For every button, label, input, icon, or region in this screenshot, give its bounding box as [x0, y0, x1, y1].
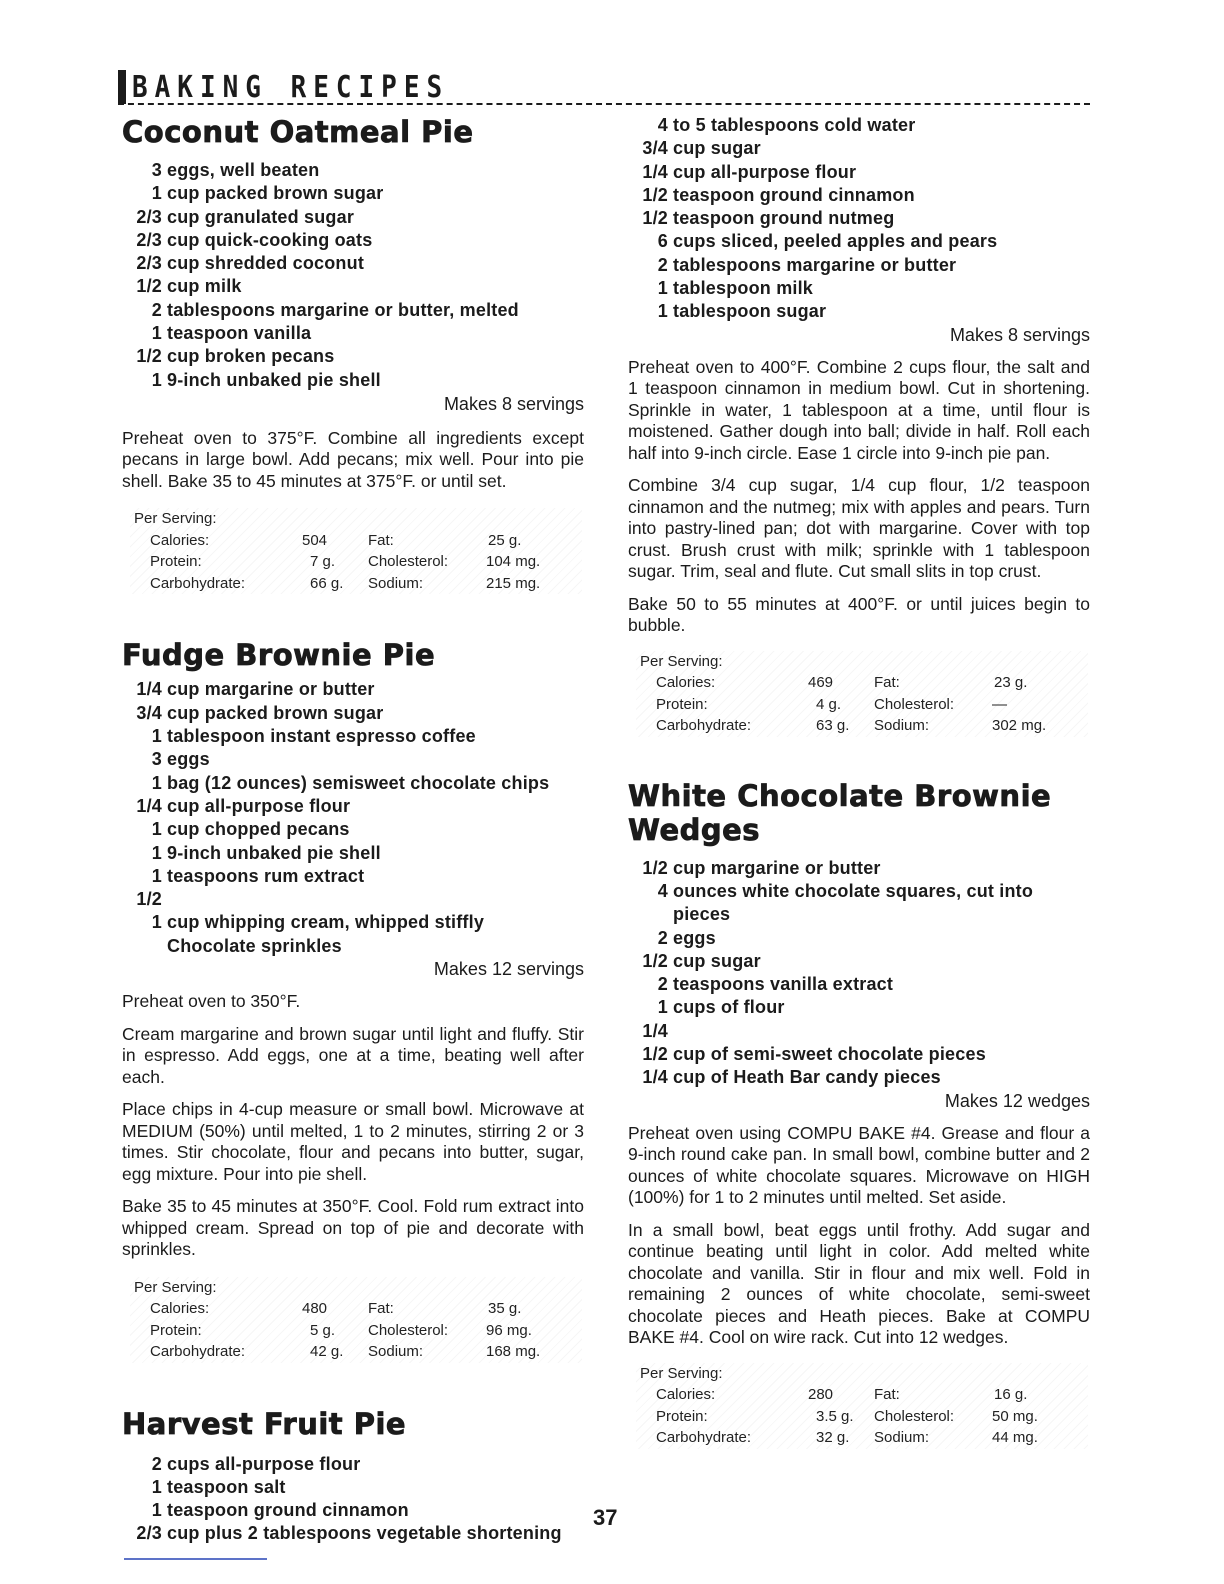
ingredient-text: 9-inch unbaked pie shell	[167, 369, 381, 390]
ingredient-quantity: 1	[151, 819, 162, 840]
ingredient-text: cups sliced, peeled apples and pears	[673, 231, 998, 252]
nutrition-carb-label: Carbohydrate:	[150, 574, 246, 592]
steps-coconut	[122, 428, 584, 493]
ingredient-quantity: 3/4	[642, 138, 668, 159]
nutrition-protein: 5 g.	[310, 1321, 336, 1339]
ingredient-text: cup margarine or butter	[673, 857, 881, 878]
ingredient-item	[122, 299, 584, 322]
ingredient-item	[628, 184, 1090, 207]
ingredient-item	[628, 973, 1090, 996]
ingredient-text: cup quick-cooking oats	[167, 229, 373, 250]
instruction-paragraph: Cream margarine and brown sugar until light and fluffy. Stir in espresso. Add eggs, one at a time, beating well after each.	[122, 1023, 584, 1087]
nutrition-sodium: 168 mg.	[486, 1343, 541, 1361]
right-column	[628, 114, 1090, 1449]
makes-harvest: Makes 8 servings	[949, 324, 1090, 345]
ingredient-text: teaspoon ground cinnamon	[167, 1500, 409, 1521]
ingredient-item	[122, 911, 584, 934]
nutrition-label: Per Serving:	[640, 652, 723, 670]
steps-harvest	[628, 357, 1090, 637]
ingredient-item	[122, 206, 584, 229]
ingredient-text: ounces white chocolate squares, cut into pieces	[673, 880, 1034, 925]
ingredient-text: tablespoons margarine or butter, melted	[167, 299, 519, 320]
ingredient-text: 9-inch unbaked pie shell	[167, 842, 381, 863]
nutrition-cholesterol-label: Cholesterol:	[874, 1407, 955, 1425]
ingredient-quantity: 1 1/2	[136, 865, 162, 910]
ingredient-text: cup all-purpose flour	[167, 795, 351, 816]
nutrition-fat-label: Fat:	[874, 674, 900, 692]
nutrition-fat-label: Fat:	[368, 1300, 394, 1318]
ingredient-item	[122, 159, 584, 182]
ingredient-text: tablespoon milk	[673, 278, 814, 299]
nutrition-harvest	[636, 651, 1088, 737]
ingredient-text: cup sugar	[673, 138, 761, 159]
steps-white	[628, 1123, 1090, 1349]
ingredient-quantity: 1/2	[136, 276, 162, 297]
ingredient-quantity: 1	[151, 1500, 162, 1521]
ingredient-text: teaspoon salt	[167, 1476, 286, 1497]
ingredient-item	[122, 275, 584, 298]
ingredient-text: eggs, well beaten	[167, 160, 320, 180]
ingredient-list-coconut	[122, 159, 584, 392]
ingredient-quantity: 1/2	[642, 208, 668, 229]
ingredient-item	[122, 1453, 584, 1476]
page-number: 37	[593, 1505, 618, 1530]
ingredient-text: cup shredded coconut	[167, 253, 365, 274]
nutrition-row	[130, 1298, 582, 1320]
ingredient-quantity: 4	[657, 880, 668, 901]
ingredient-text: cup of semi-sweet chocolate pieces	[673, 1044, 986, 1065]
ingredient-quantity	[122, 935, 167, 958]
nutrition-carb-label: Carbohydrate:	[656, 1429, 752, 1447]
nutrition-carb-label: Carbohydrate:	[150, 1343, 246, 1361]
ingredient-text: to 5 tablespoons cold water	[673, 115, 916, 135]
recipe-title-harvest: Harvest Fruit Pie	[122, 1406, 407, 1441]
ingredient-item	[628, 137, 1090, 160]
ingredient-text: teaspoons vanilla extract	[673, 974, 894, 995]
nutrition-protein-label: Protein:	[150, 553, 202, 571]
ingredient-item	[122, 935, 584, 958]
recipe-title-white-line1: White Chocolate Brownie	[628, 778, 1052, 813]
nutrition-fat-label: Fat:	[368, 531, 394, 549]
ingredient-quantity: 1/4	[136, 679, 162, 700]
ingredient-item	[628, 254, 1090, 277]
instruction-paragraph: Preheat oven to 375°F. Combine all ingredients except pecans in large bowl. Add pecans; mix well. Pour into pie shell. Bake 35 to 45 minutes at 375°F. or until set.	[122, 427, 584, 491]
nutrition-calories-label: Calories:	[656, 1386, 716, 1404]
ingredient-text: teaspoon vanilla	[167, 323, 312, 344]
ingredient-item	[628, 996, 1090, 1043]
ingredient-item	[628, 277, 1090, 300]
ingredient-item	[122, 369, 584, 392]
nutrition-row	[636, 715, 1088, 737]
nutrition-carb: 66 g.	[310, 574, 344, 592]
nutrition-fat: 16 g.	[994, 1386, 1028, 1404]
nutrition-calories-label: Calories:	[656, 674, 716, 692]
instruction-paragraph: Preheat oven using COMPU BAKE #4. Grease and flour a 9-inch round cake pan. In small bowl, combine butter and 2 ounces of white chocolate squares. Microwave on HIGH (100%) for 1 to 2 minutes until melted. Set aside.	[628, 1122, 1090, 1208]
nutrition-protein: 7 g.	[310, 553, 336, 571]
ingredient-item	[122, 725, 584, 748]
nutrition-row	[130, 1277, 582, 1299]
ingredient-quantity: 1 1/4	[642, 997, 668, 1041]
ingredient-text: cup whipping cream, whipped stiffly	[167, 912, 485, 933]
ingredient-text: Chocolate sprinkles	[167, 935, 342, 956]
ingredient-quantity: 2/3	[136, 206, 162, 227]
ingredient-text: teaspoon ground cinnamon	[673, 184, 915, 205]
ingredient-item	[628, 114, 1090, 137]
nutrition-protein-label: Protein:	[656, 1407, 708, 1425]
header-bar	[118, 70, 126, 104]
ingredient-item	[122, 1522, 584, 1545]
nutrition-fat: 23 g.	[994, 674, 1028, 692]
ingredient-quantity: 1	[151, 912, 162, 933]
nutrition-protein: 4 g.	[816, 695, 842, 713]
nutrition-sodium-label: Sodium:	[874, 1429, 930, 1447]
nutrition-fat-label: Fat:	[874, 1386, 900, 1404]
page-header	[118, 68, 1090, 108]
nutrition-cholesterol: —	[992, 695, 1007, 713]
ingredient-quantity: 1/2	[642, 1044, 668, 1065]
nutrition-sodium-label: Sodium:	[368, 1343, 424, 1361]
nutrition-row	[636, 1406, 1088, 1428]
nutrition-calories-label: Calories:	[150, 1300, 210, 1318]
makes-coconut: Makes 8 servings	[443, 393, 584, 414]
ingredient-item	[122, 1476, 584, 1499]
nutrition-white	[636, 1363, 1088, 1449]
nutrition-cholesterol-label: Cholesterol:	[368, 1321, 449, 1339]
ingredient-item	[628, 880, 1090, 927]
nutrition-cholesterol: 96 mg.	[486, 1321, 532, 1339]
nutrition-row	[636, 1427, 1088, 1449]
ingredient-quantity: 1	[151, 369, 162, 390]
ingredient-item	[628, 857, 1090, 880]
nutrition-calories: 280	[808, 1386, 834, 1404]
footer-rule	[124, 1558, 267, 1560]
ingredient-text: cup granulated sugar	[167, 206, 355, 227]
nutrition-protein-label: Protein:	[150, 1321, 202, 1339]
nutrition-row	[130, 530, 582, 552]
nutrition-cholesterol-label: Cholesterol:	[874, 695, 955, 713]
ingredient-quantity: 3	[151, 749, 162, 770]
ingredient-item	[122, 818, 584, 841]
ingredient-text: cup milk	[167, 276, 242, 297]
ingredient-text: eggs	[167, 749, 210, 770]
nutrition-calories: 504	[302, 531, 328, 549]
steps-fudge	[122, 991, 584, 1261]
ingredient-quantity: 1	[151, 323, 162, 344]
ingredient-quantity: 1/2	[642, 950, 668, 971]
nutrition-row	[636, 1384, 1088, 1406]
ingredient-item	[628, 1066, 1090, 1089]
ingredient-quantity: 4	[657, 115, 668, 135]
instruction-paragraph: Bake 35 to 45 minutes at 350°F. Cool. Fold rum extract into whipped cream. Spread on top of pie and decorate with sprinkles.	[122, 1196, 584, 1260]
ingredient-list-white	[628, 857, 1090, 1090]
ingredient-quantity: 3/4	[136, 702, 162, 723]
header-dashed-rule	[118, 103, 1090, 105]
nutrition-sodium: 215 mg.	[486, 574, 541, 592]
ingredient-text: cup of Heath Bar candy pieces	[673, 1067, 941, 1088]
nutrition-row	[636, 651, 1088, 673]
nutrition-sodium: 302 mg.	[992, 717, 1047, 735]
ingredient-quantity: 2	[657, 254, 668, 275]
ingredient-quantity: 3	[151, 160, 162, 180]
nutrition-cholesterol-label: Cholesterol:	[368, 553, 449, 571]
nutrition-row	[130, 1341, 582, 1363]
nutrition-row	[130, 1320, 582, 1342]
nutrition-protein-label: Protein:	[656, 695, 708, 713]
ingredient-text: cup chopped pecans	[167, 819, 350, 840]
ingredient-quantity: 2	[657, 974, 668, 995]
nutrition-row	[636, 672, 1088, 694]
recipe-title-coconut: Coconut Oatmeal Pie	[122, 115, 474, 149]
ingredient-list-harvest-right	[628, 114, 1090, 324]
nutrition-calories: 469	[808, 674, 834, 692]
ingredient-quantity: 6	[657, 231, 668, 252]
nutrition-carb-label: Carbohydrate:	[656, 717, 752, 735]
ingredient-item	[122, 795, 584, 818]
nutrition-calories-label: Calories:	[150, 531, 210, 549]
instruction-paragraph: In a small bowl, beat eggs until frothy. Add sugar and continue beating until light in color. Add melted white chocolate and vanilla. Stir in flour and mix well. Fold in remaining 2 ounces of white chocolate, semi-sweet chocolate pieces and Heath pieces. Bake at COMPU BAKE #4. Cool on wire rack. Cut into 12 wedges.	[628, 1219, 1090, 1348]
nutrition-row	[130, 551, 582, 573]
ingredient-item	[122, 345, 584, 368]
ingredient-list-harvest-left	[122, 1453, 584, 1546]
ingredient-quantity: 1	[151, 183, 162, 204]
ingredient-text: cup packed brown sugar	[167, 183, 384, 204]
ingredient-item	[628, 230, 1090, 253]
ingredient-item	[628, 207, 1090, 230]
ingredient-item	[628, 950, 1090, 973]
ingredient-text: cup broken pecans	[167, 346, 335, 367]
ingredient-text: cup packed brown sugar	[167, 702, 384, 723]
instruction-paragraph: Bake 50 to 55 minutes at 400°F. or until juices begin to bubble.	[628, 593, 1090, 636]
ingredient-item	[122, 748, 584, 771]
ingredient-item	[628, 927, 1090, 950]
nutrition-row	[636, 1363, 1088, 1385]
ingredient-item	[628, 1043, 1090, 1066]
recipe-title-white	[628, 779, 1090, 847]
nutrition-row	[130, 573, 582, 595]
ingredient-text: cups of flour	[673, 997, 785, 1018]
instruction-paragraph: Preheat oven to 400°F. Combine 2 cups flour, the salt and 1 teaspoon cinnamon in medium bowl. Cut in shortening. Sprinkle in water, 1 tablespoon at a time, until flour is moistened. Gather dough into ball; divide in half. Roll each half into 9-inch circle. Ease 1 circle into 9-inch pie pan.	[628, 356, 1090, 463]
nutrition-row	[130, 508, 582, 530]
ingredient-quantity: 1/2	[642, 857, 668, 878]
ingredient-text: cup all-purpose flour	[673, 161, 857, 182]
ingredient-text: cup sugar	[673, 950, 761, 971]
nutrition-protein: 3.5 g.	[816, 1407, 854, 1425]
nutrition-fat: 35 g.	[488, 1300, 522, 1318]
ingredient-text: cups all-purpose flour	[167, 1453, 361, 1474]
ingredient-item	[122, 182, 584, 205]
ingredient-quantity: 1/4	[642, 1067, 668, 1088]
ingredient-text: tablespoon instant espresso coffee	[167, 726, 476, 747]
left-column	[122, 112, 584, 1546]
nutrition-calories: 480	[302, 1300, 328, 1318]
ingredient-quantity: 1	[151, 726, 162, 747]
section-title: BAKING RECIPES	[132, 70, 450, 105]
nutrition-label: Per Serving:	[640, 1364, 723, 1382]
nutrition-fat: 25 g.	[488, 531, 522, 549]
ingredient-quantity: 1	[657, 278, 668, 299]
ingredient-text: cup margarine or butter	[167, 679, 375, 700]
nutrition-row	[636, 694, 1088, 716]
ingredient-quantity: 1/2	[136, 346, 162, 367]
ingredient-item	[628, 300, 1090, 323]
ingredient-quantity: 1/4	[136, 795, 162, 816]
ingredient-text: cup plus 2 tablespoons vegetable shortening	[167, 1523, 562, 1544]
ingredient-quantity: 1	[151, 1476, 162, 1497]
ingredient-quantity: 1	[657, 301, 668, 322]
makes-fudge: Makes 12 servings	[433, 959, 584, 980]
ingredient-item	[122, 678, 584, 701]
ingredient-item	[122, 229, 584, 252]
nutrition-sodium: 44 mg.	[992, 1429, 1038, 1447]
nutrition-coconut	[130, 508, 582, 594]
makes-white: Makes 12 wedges	[944, 1090, 1090, 1111]
ingredient-quantity: 1/2	[642, 184, 668, 205]
nutrition-carb: 63 g.	[816, 717, 850, 735]
ingredient-quantity: 1/4	[642, 161, 668, 182]
nutrition-label: Per Serving:	[134, 510, 217, 528]
ingredient-item	[628, 161, 1090, 184]
ingredient-text: eggs	[673, 927, 716, 948]
ingredient-text: teaspoons rum extract	[167, 865, 365, 886]
nutrition-sodium-label: Sodium:	[874, 717, 930, 735]
ingredient-item	[122, 1499, 584, 1522]
ingredient-quantity: 2	[151, 1453, 162, 1474]
nutrition-fudge	[130, 1277, 582, 1363]
ingredient-text: tablespoon sugar	[673, 301, 827, 322]
nutrition-carb: 42 g.	[310, 1343, 344, 1361]
recipe-title-white-line2: Wedges	[628, 812, 761, 847]
ingredient-item	[122, 252, 584, 275]
ingredient-item	[122, 322, 584, 345]
nutrition-cholesterol: 104 mg.	[486, 553, 541, 571]
ingredient-item	[122, 865, 584, 912]
ingredient-quantity: 2	[151, 299, 162, 320]
ingredient-quantity: 1	[151, 842, 162, 863]
ingredient-list-fudge	[122, 678, 584, 958]
ingredient-item	[122, 702, 584, 725]
ingredient-quantity: 2/3	[136, 229, 162, 250]
instruction-paragraph: Preheat oven to 350°F.	[122, 991, 301, 1012]
ingredient-text: teaspoon ground nutmeg	[673, 208, 895, 229]
ingredient-item	[122, 772, 584, 795]
ingredient-quantity: 2/3	[136, 253, 162, 274]
ingredient-item	[122, 842, 584, 865]
ingredient-text: bag (12 ounces) semisweet chocolate chips	[167, 772, 550, 793]
recipe-title-fudge: Fudge Brownie Pie	[122, 638, 436, 673]
nutrition-carb: 32 g.	[816, 1429, 850, 1447]
ingredient-text: tablespoons margarine or butter	[673, 254, 957, 275]
instruction-paragraph: Place chips in 4-cup measure or small bowl. Microwave at MEDIUM (50%) until melted, 1 to 2 minutes, stirring 2 or 3 times. Stir chocolate, flour and pecans into butter, sugar, egg mixture. Pour into pie shell.	[122, 1099, 584, 1184]
ingredient-quantity: 2	[657, 927, 668, 948]
ingredient-quantity: 1	[151, 772, 162, 793]
ingredient-quantity: 2/3	[136, 1523, 162, 1544]
instruction-paragraph: Combine 3/4 cup sugar, 1/4 cup flour, 1/2 teaspoon cinnamon and the nutmeg; mix with apples and pears. Turn into pastry-lined pan; dot with margarine. Cover with top crust. Brush crust with milk; sprinkle with 1 tablespoon sugar. Trim, seal and flute. Cut small slits in top crust.	[628, 475, 1090, 582]
nutrition-sodium-label: Sodium:	[368, 574, 424, 592]
nutrition-cholesterol: 50 mg.	[992, 1407, 1038, 1425]
nutrition-label: Per Serving:	[134, 1278, 217, 1296]
